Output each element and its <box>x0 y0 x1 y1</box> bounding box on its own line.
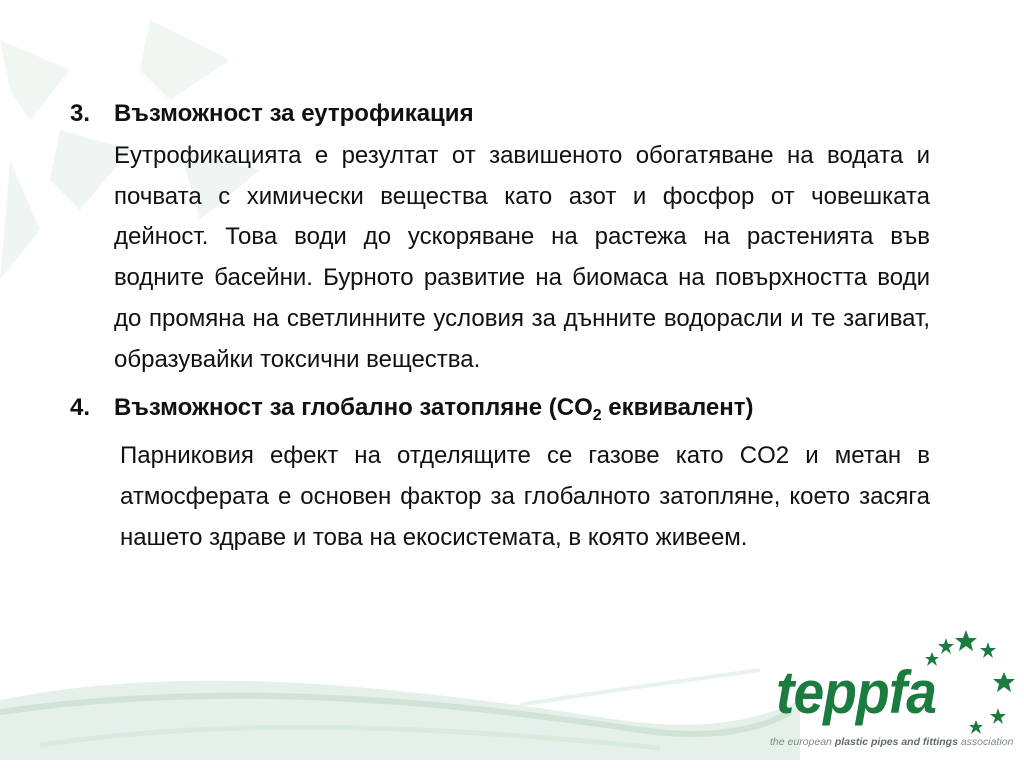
item-heading-text <box>114 388 753 428</box>
bottom-swoosh <box>0 670 800 760</box>
item-paragraph-eutrophication: Еутрофикацията е резултат от завишеното обогатяване на водата и почвата с химически вещества като азот и фосфор от човешката дейност. Това води до ускоряване на растежа на растенията във водните басейни. Бурното развитие на биомаса на повърхността води до промяна на светлинните условия за дънните водорасли и те загиват, образувайки токсични вещества. <box>114 142 930 373</box>
item-heading-global-warming <box>70 388 930 428</box>
heading-text-part: Възможност за глобално затопляне (CO <box>114 394 593 422</box>
logo-tagline <box>770 736 1013 748</box>
tagline-part: the european <box>770 736 835 748</box>
teppfa-logo <box>758 628 1024 758</box>
item-heading-eutrophication <box>70 94 930 134</box>
slide-content <box>70 94 930 558</box>
item-number: 4. <box>70 394 91 422</box>
heading-text-part: еквивалент) <box>601 394 754 422</box>
logo-wordmark: teppfa <box>776 659 937 726</box>
item-number: 3. <box>70 100 91 127</box>
item-paragraph-global-warming: Парниковия ефект на отделящите се газове като CO2 и метан в атмосферата е основен фактор за глобалното затопляне, което засяга нашето здраве и това на екосистемата, в която живеем. <box>120 442 930 551</box>
tagline-bold: plastic pipes and fittings <box>834 736 958 748</box>
tagline-part: association <box>957 736 1014 748</box>
heading-subscript: 2 <box>592 407 602 425</box>
item-heading-text: Възможност за еутрофикация <box>114 100 474 127</box>
